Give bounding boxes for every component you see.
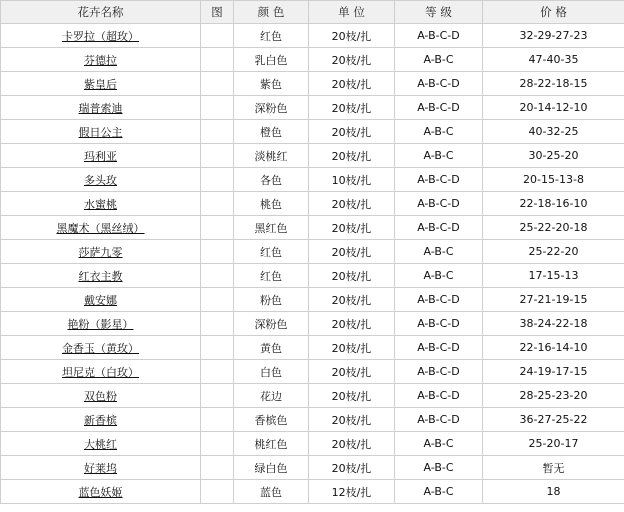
table-row [1,264,624,288]
cell-color: 橙色 [234,120,309,144]
flower-name-link[interactable]: 戴安娜 [84,293,117,307]
table-row [1,288,624,312]
cell-image [201,72,234,96]
cell-color: 花边 [234,384,309,408]
cell-name [1,120,201,144]
cell-name [1,456,201,480]
cell-unit: 20枝/扎 [309,216,395,240]
cell-name [1,96,201,120]
flower-name-link[interactable]: 新香槟 [84,413,117,427]
table-row [1,432,624,456]
cell-name [1,144,201,168]
table-body [1,24,624,504]
cell-name [1,192,201,216]
table-row [1,480,624,504]
cell-name [1,408,201,432]
cell-unit: 20枝/扎 [309,456,395,480]
cell-price: 25-22-20-18 [483,216,624,240]
cell-unit: 20枝/扎 [309,240,395,264]
cell-name [1,480,201,504]
flower-name-link[interactable]: 艳粉（影星） [67,317,134,331]
cell-unit: 12枝/扎 [309,480,395,504]
table-row [1,456,624,480]
cell-color: 黑红色 [234,216,309,240]
cell-image [201,48,234,72]
cell-unit: 20枝/扎 [309,384,395,408]
flower-name-link[interactable]: 多头玫 [84,173,117,187]
header-unit: 单 位 [309,1,395,24]
cell-price: 20-14-12-10 [483,96,624,120]
cell-name [1,168,201,192]
cell-unit: 10枝/扎 [309,168,395,192]
cell-color: 各色 [234,168,309,192]
cell-price: 30-25-20 [483,144,624,168]
cell-grade: A-B-C-D [395,384,483,408]
cell-grade: A-B-C-D [395,24,483,48]
table-row [1,384,624,408]
cell-price: 20-15-13-8 [483,168,624,192]
table-row [1,216,624,240]
flower-name-link[interactable]: 玛利亚 [84,149,117,163]
cell-color: 桃红色 [234,432,309,456]
flower-name-link[interactable]: 好莱坞 [84,461,117,475]
cell-name [1,312,201,336]
cell-name [1,72,201,96]
cell-name [1,432,201,456]
table-row [1,120,624,144]
cell-name [1,240,201,264]
cell-grade: A-B-C-D [395,216,483,240]
flower-name-link[interactable]: 瑞普索迪 [78,101,123,115]
cell-image [201,432,234,456]
cell-grade: A-B-C [395,48,483,72]
cell-unit: 20枝/扎 [309,144,395,168]
cell-name [1,384,201,408]
cell-image [201,384,234,408]
table-row [1,48,624,72]
cell-grade: A-B-C [395,480,483,504]
cell-color: 乳白色 [234,48,309,72]
cell-grade: A-B-C-D [395,408,483,432]
cell-grade: A-B-C-D [395,72,483,96]
cell-grade: A-B-C-D [395,288,483,312]
cell-price: 25-20-17 [483,432,624,456]
cell-color: 红色 [234,264,309,288]
cell-name [1,360,201,384]
cell-grade: A-B-C-D [395,360,483,384]
cell-image [201,120,234,144]
cell-price: 24-19-17-15 [483,360,624,384]
cell-image [201,96,234,120]
cell-price: 47-40-35 [483,48,624,72]
table-row [1,312,624,336]
cell-unit: 20枝/扎 [309,312,395,336]
cell-image [201,216,234,240]
cell-image [201,288,234,312]
cell-image [201,144,234,168]
cell-price: 18 [483,480,624,504]
flower-name-link[interactable]: 坦尼克（白玫） [62,365,139,379]
cell-color: 红色 [234,24,309,48]
cell-price: 17-15-13 [483,264,624,288]
cell-image [201,24,234,48]
cell-color: 深粉色 [234,312,309,336]
cell-color: 香槟色 [234,408,309,432]
cell-grade: A-B-C [395,120,483,144]
cell-color: 紫色 [234,72,309,96]
flower-name-link[interactable]: 莎萨九零 [78,245,123,259]
cell-price: 25-22-20 [483,240,624,264]
flower-name-link[interactable]: 水蜜桃 [84,197,117,211]
header-image: 图 [201,1,234,24]
cell-color: 红色 [234,240,309,264]
table-row [1,144,624,168]
cell-name [1,336,201,360]
cell-grade: A-B-C [395,264,483,288]
cell-color: 蓝色 [234,480,309,504]
cell-grade: A-B-C-D [395,192,483,216]
cell-unit: 20枝/扎 [309,120,395,144]
cell-image [201,336,234,360]
cell-name [1,288,201,312]
cell-unit: 20枝/扎 [309,288,395,312]
cell-grade: A-B-C-D [395,168,483,192]
table-row [1,408,624,432]
flower-name-link[interactable]: 双色粉 [84,389,117,403]
header-price: 价 格 [483,1,624,24]
flower-name-link[interactable]: 黑魔术（黑丝绒） [56,221,145,235]
cell-unit: 20枝/扎 [309,192,395,216]
cell-image [201,240,234,264]
flower-name-link[interactable]: 蓝色妖姬 [78,485,123,499]
cell-unit: 20枝/扎 [309,96,395,120]
cell-price: 22-18-16-10 [483,192,624,216]
flower-name-link[interactable]: 金香玉（黄玫） [62,341,139,355]
header-grade: 等 级 [395,1,483,24]
cell-image [201,192,234,216]
table-row [1,24,624,48]
cell-price: 28-22-18-15 [483,72,624,96]
cell-color: 绿白色 [234,456,309,480]
cell-grade: A-B-C [395,240,483,264]
table-row [1,336,624,360]
cell-price: 32-29-27-23 [483,24,624,48]
cell-price: 38-24-22-18 [483,312,624,336]
table-row [1,168,624,192]
flower-name-link[interactable]: 假日公主 [78,125,123,139]
header-name: 花卉名称 [1,1,201,24]
cell-image [201,360,234,384]
cell-unit: 20枝/扎 [309,336,395,360]
cell-image [201,456,234,480]
cell-image [201,312,234,336]
cell-image [201,168,234,192]
cell-unit: 20枝/扎 [309,48,395,72]
cell-grade: A-B-C-D [395,96,483,120]
cell-image [201,480,234,504]
table-row [1,72,624,96]
cell-unit: 20枝/扎 [309,360,395,384]
cell-price: 40-32-25 [483,120,624,144]
cell-color: 深粉色 [234,96,309,120]
cell-color: 黄色 [234,336,309,360]
cell-grade: A-B-C [395,144,483,168]
table-row [1,240,624,264]
cell-price: 36-27-25-22 [483,408,624,432]
cell-image [201,264,234,288]
header-color: 颜 色 [234,1,309,24]
cell-color: 白色 [234,360,309,384]
cell-unit: 20枝/扎 [309,432,395,456]
cell-unit: 20枝/扎 [309,72,395,96]
flower-name-link[interactable]: 紫皇后 [84,77,117,91]
table-row [1,192,624,216]
flower-name-link[interactable]: 大桃红 [84,437,117,451]
cell-price: 暂无 [483,456,624,480]
cell-grade: A-B-C-D [395,312,483,336]
cell-color: 淡桃红 [234,144,309,168]
cell-price: 27-21-19-15 [483,288,624,312]
table-row [1,360,624,384]
cell-name [1,24,201,48]
flower-name-link[interactable]: 卡罗拉（超玫） [62,29,139,43]
flower-name-link[interactable]: 红衣主教 [78,269,123,283]
header-row [1,1,624,24]
cell-color: 粉色 [234,288,309,312]
cell-grade: A-B-C [395,456,483,480]
cell-name [1,216,201,240]
flower-name-link[interactable]: 芬德拉 [84,53,117,67]
cell-price: 28-25-23-20 [483,384,624,408]
cell-unit: 20枝/扎 [309,408,395,432]
cell-grade: A-B-C [395,432,483,456]
table-row [1,96,624,120]
cell-name [1,264,201,288]
cell-name [1,48,201,72]
cell-price: 22-16-14-10 [483,336,624,360]
cell-unit: 20枝/扎 [309,264,395,288]
cell-color: 桃色 [234,192,309,216]
cell-image [201,408,234,432]
cell-unit: 20枝/扎 [309,24,395,48]
cell-grade: A-B-C-D [395,336,483,360]
